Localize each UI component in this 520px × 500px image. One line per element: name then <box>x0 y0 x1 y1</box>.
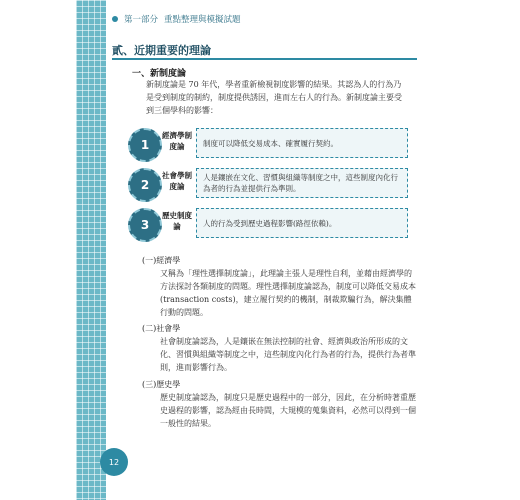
card-text-box: 人是鑲嵌在文化、習慣與組織等制度之中，這些制度內化行為者的行為並提供行為準則。 <box>196 168 408 198</box>
card-number-badge: 3 <box>128 208 162 242</box>
card-label: 經濟學制度論 <box>162 131 192 151</box>
section-economics <box>142 254 416 319</box>
page-number: 12 <box>100 448 128 476</box>
card-text-box: 制度可以降低交易成本、確實履行契約。 <box>196 128 408 158</box>
intro-paragraph: 新制度論是 70 年代，學者重新檢視制度影響的結果。其認為人的行為乃是受到制度的制約，制度提供誘因，進而左右人的行為。新制度論主要受到三個學科的影響： <box>146 80 402 115</box>
section-history <box>142 378 416 430</box>
title-underline <box>112 58 417 60</box>
section-heading: (二)社會學 <box>142 324 181 333</box>
header-title: 重點整理與模擬試題 <box>164 15 241 25</box>
section-body: 社會制度論認為，人是鑲嵌在無法控制的社會、經濟與政治所形成的文化、習慣與組織等制度之中，這些制度內化行為者的行為，提供行為者準則，進而影響行為。 <box>160 337 416 372</box>
card-number-badge: 1 <box>128 128 162 162</box>
theory-card-1 <box>128 128 410 162</box>
section-heading: (三)歷史學 <box>142 380 181 389</box>
bullet-dot-icon <box>112 16 118 22</box>
section-sociology <box>142 322 416 374</box>
card-label: 歷史制度論 <box>162 211 192 231</box>
section-title: 貳、近期重要的理論 <box>112 44 211 57</box>
section-heading: (一)經濟學 <box>142 256 181 265</box>
header-part: 第一部分 <box>124 15 159 25</box>
subsection-title: 一、新制度論 <box>132 69 187 79</box>
theory-card-2 <box>128 168 410 202</box>
running-header <box>112 12 241 26</box>
card-label: 社會學制度論 <box>162 171 192 191</box>
section-body: 又稱為「理性選擇制度論」，此理論主張人是理性自利，並藉由經濟學的方法探討各類制度的問題。理性選擇制度論認為，制度可以降低交易成本(transaction costs)，建立履行契約的機制，制裁欺騙行為，解決集體行動的問題。 <box>160 269 416 317</box>
card-text-box: 人的行為受到歷史過程影響(路徑依賴)。 <box>196 208 408 238</box>
card-number-badge: 2 <box>128 168 162 202</box>
section-body: 歷史制度論認為，制度只是歷史過程中的一部分，因此，在分析時著重歷史過程的影響，認為經由長時間，大規模的蒐集資料，必然可以得到一個一般性的結果。 <box>160 393 416 428</box>
theory-card-3 <box>128 208 410 242</box>
decorative-grid-strip <box>76 0 106 500</box>
